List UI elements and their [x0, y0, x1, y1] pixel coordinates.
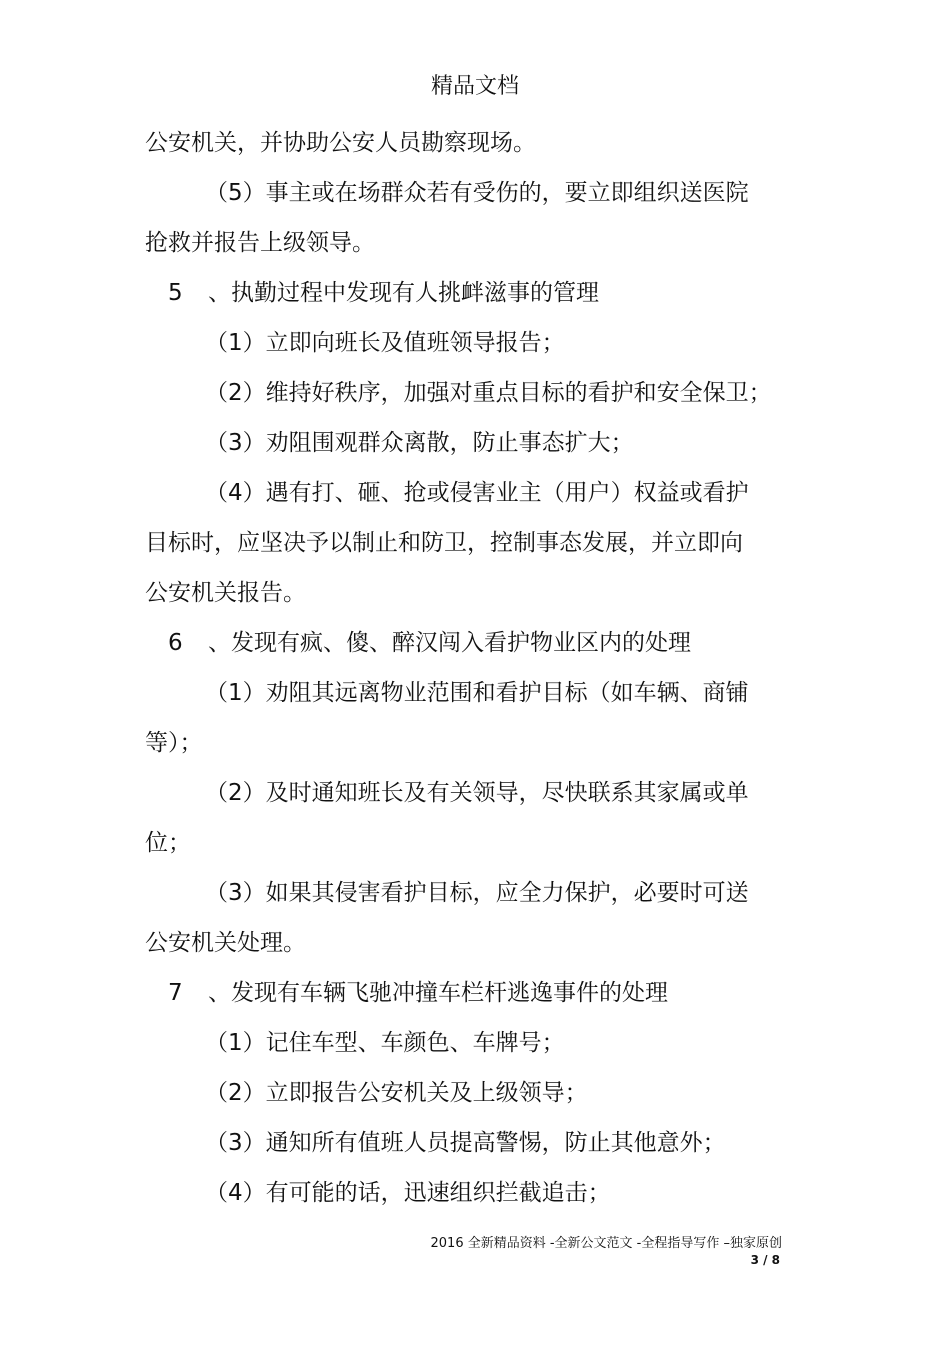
- list-item: （2）立即报告公安机关及上级领导；: [205, 1080, 588, 1106]
- list-item: （3）通知所有值班人员提高警惕，防止其他意外；: [205, 1130, 726, 1156]
- list-item: （2）及时通知班长及有关领导，尽快联系其家属或单: [205, 780, 749, 806]
- section-title: 、执勤过程中发现有人挑衅滋事的管理: [208, 280, 599, 306]
- page-footer: 2016 全新精品资料 -全新公文范文 -全程指导写作 –独家原创: [430, 1236, 782, 1251]
- section-title: 、发现有车辆飞驰冲撞车栏杆逃逸事件的处理: [208, 980, 668, 1006]
- section-title: 、发现有疯、傻、醉汉闯入看护物业区内的处理: [208, 630, 691, 656]
- paragraph-line: 公安机关报告。: [145, 580, 306, 606]
- list-item: （1）劝阻其远离物业范围和看护目标（如车辆、商铺: [205, 680, 749, 706]
- paragraph-line: 公安机关，并协助公安人员勘察现场。: [145, 130, 536, 156]
- list-item: （1）立即向班长及值班领导报告；: [205, 330, 565, 356]
- section-number: 6: [168, 630, 183, 656]
- list-item: （4）遇有打、砸、抢或侵害业主（用户）权益或看护: [205, 480, 749, 506]
- list-item: （3）劝阻围观群众离散，防止事态扩大；: [205, 430, 634, 456]
- paragraph-line: 抢救并报告上级领导。: [145, 230, 375, 256]
- section-heading: [168, 627, 691, 659]
- list-item: （3）如果其侵害看护目标，应全力保护，必要时可送: [205, 880, 749, 906]
- paragraph-line: 位；: [145, 830, 191, 856]
- section-heading: [168, 977, 668, 1009]
- paragraph-line: 等）；: [145, 730, 203, 756]
- list-item: （2）维持好秩序，加强对重点目标的看护和安全保卫；: [205, 380, 772, 406]
- page-number: 3 / 8: [750, 1253, 780, 1267]
- paragraph-line: 公安机关处理。: [145, 930, 306, 956]
- section-number: 5: [168, 280, 183, 306]
- page-header: 精品文档: [430, 74, 519, 99]
- list-item: （1）记住车型、车颜色、车牌号；: [205, 1030, 565, 1056]
- section-number: 7: [168, 980, 183, 1006]
- section-heading: [168, 277, 599, 309]
- paragraph-line: （5）事主或在场群众若有受伤的，要立即组织送医院: [205, 180, 749, 206]
- paragraph-line: 目标时，应坚决予以制止和防卫，控制事态发展，并立即向: [145, 530, 743, 556]
- list-item: （4）有可能的话，迅速组织拦截追击；: [205, 1180, 611, 1206]
